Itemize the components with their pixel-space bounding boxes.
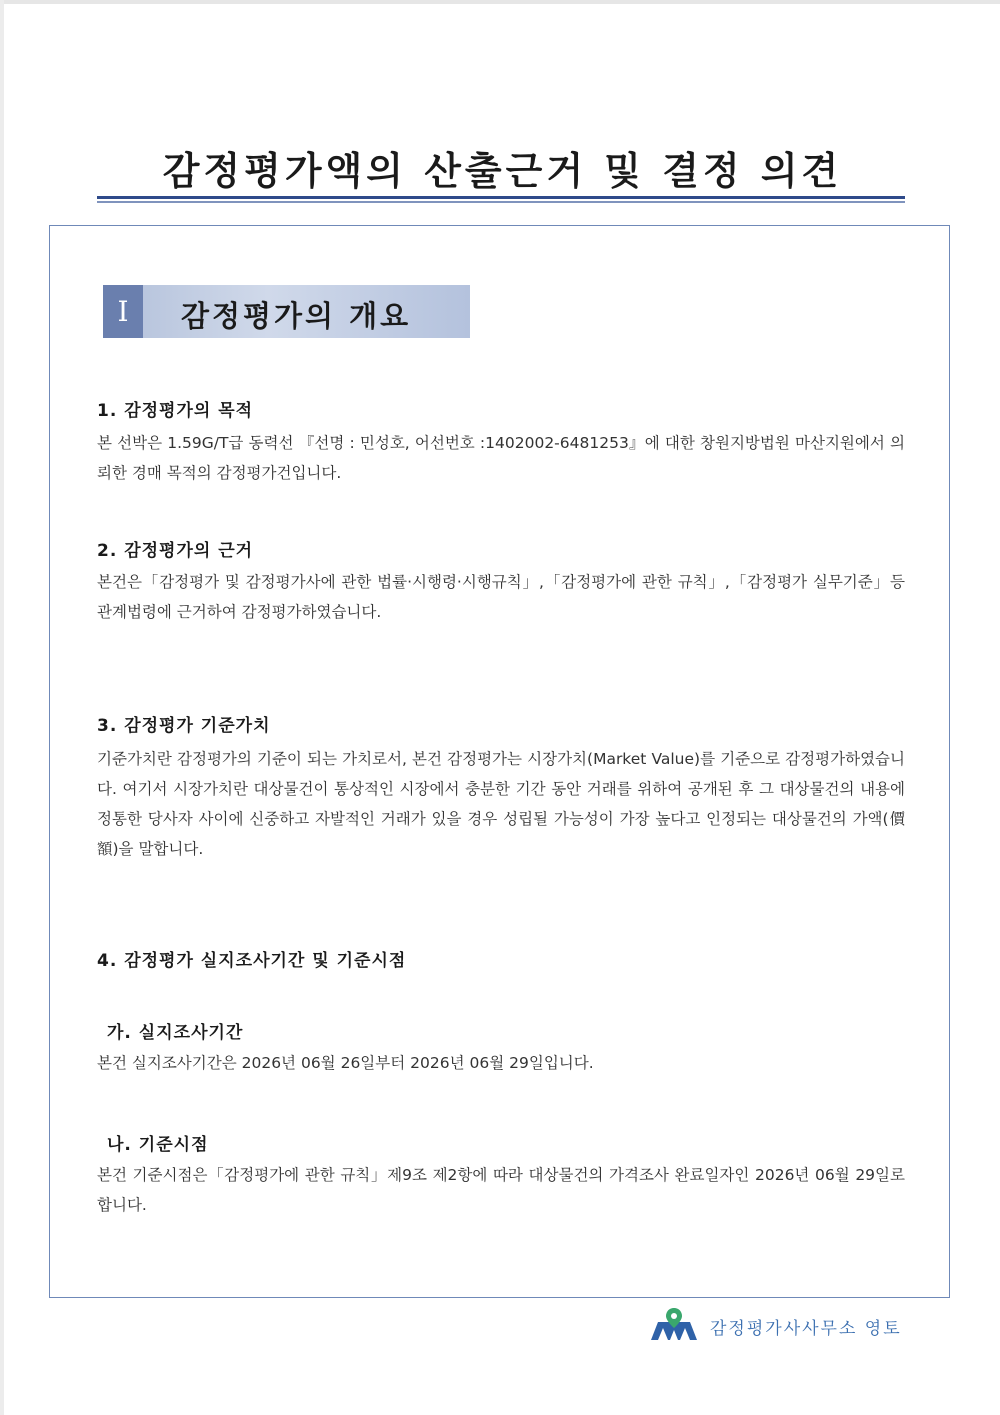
subitem-heading-survey-period: 가. 실지조사기간 xyxy=(107,1023,244,1043)
map-pin-logo-icon xyxy=(650,1306,698,1342)
item-body-purpose: 본 선박은 1.59G/T급 동력선 『선명 : 민성호, 어선번호 :1402002-6481253』에 대한 창원지방법원 마산지원에서 의뢰한 경매 목적의 감정평가건입니다. xyxy=(97,434,905,482)
section-number: I xyxy=(103,285,143,338)
title-underline-secondary xyxy=(97,201,905,203)
subitem-body-base-date: 본건 기준시점은「감정평가에 관한 규칙」제9조 제2항에 따라 대상물건의 가격조사 완료일자인 2026년 06월 29일로 합니다. xyxy=(97,1166,905,1214)
subitem-heading-base-date: 나. 기준시점 xyxy=(107,1135,209,1155)
page-left-edge xyxy=(0,0,4,1415)
section-title: 감정평가의 개요 xyxy=(181,299,412,333)
item-heading-purpose: 1. 감정평가의 목적 xyxy=(97,401,254,421)
item-heading-value-standard: 3. 감정평가 기준가치 xyxy=(97,716,271,736)
page-top-edge xyxy=(0,0,1000,4)
document-title: 감정평가액의 산출근거 및 결정 의견 xyxy=(162,149,843,193)
item-body-value-standard: 기준가치란 감정평가의 기준이 되는 가치로서, 본건 감정평가는 시장가치(Market Value)를 기준으로 감정평가하였습니다. 여기서 시장가치란 대상물건이 통상적인 시장에서 충분한 기간 동안 거래를 위하여 공개된 후 그 대상물건의 내용에 정통한 당사자 사이에 신중하고 자발적인 거래가 있을 경우 성립될 가능성이 가장 높다고 인정되는 대상물건의 가액(價額)을 말합니다. xyxy=(97,750,905,858)
item-heading-survey-period: 4. 감정평가 실지조사기간 및 기준시점 xyxy=(97,951,407,971)
subitem-body-survey-period: 본건 실지조사기간은 2026년 06월 26일부터 2026년 06월 29일입니다. xyxy=(97,1054,594,1072)
item-heading-basis: 2. 감정평가의 근거 xyxy=(97,541,254,561)
section-header xyxy=(103,285,470,338)
item-body-basis: 본건은「감정평가 및 감정평가사에 관한 법률·시행령·시행규칙」,「감정평가에 관한 규칙」,「감정평가 실무기준」등 관계법령에 근거하여 감정평가하였습니다. xyxy=(97,573,905,621)
footer-company-name: 감정평가사사무소 영토 xyxy=(710,1319,902,1339)
title-underline xyxy=(97,196,905,199)
